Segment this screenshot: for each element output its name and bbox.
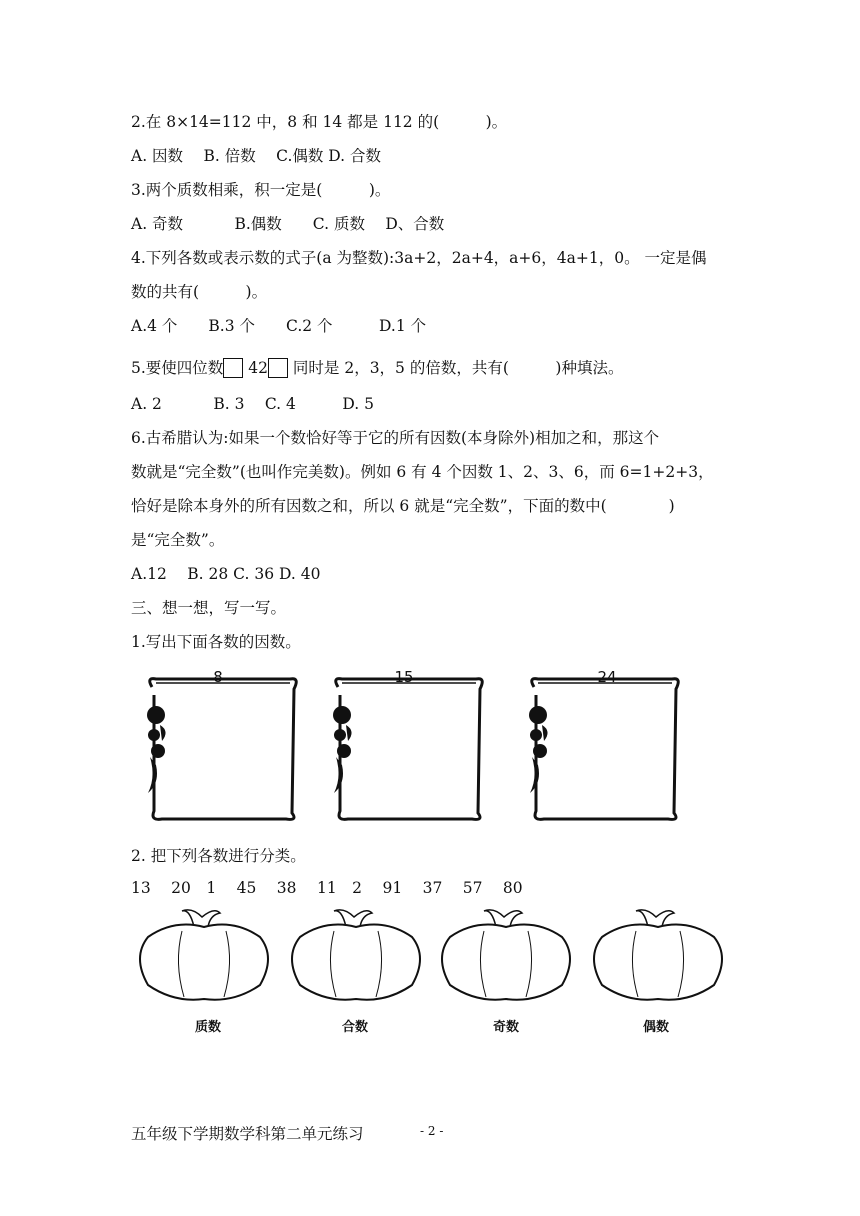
q5-options: A. 2 B. 3 C. 4 D. 5	[131, 395, 374, 413]
digit-box-right	[268, 358, 288, 378]
pumpkin-icon	[286, 905, 426, 1005]
section3-title: 三、想一想，写一写。	[131, 599, 287, 617]
q6-line1: 6.古希腊认为:如果一个数恰好等于它的所有因数(本身除外)相加之和，那这个	[131, 429, 660, 447]
frame-label-3: 24	[597, 668, 617, 686]
q6-options: A.12 B. 28 C. 36 D. 40	[131, 565, 321, 583]
q6-line4: 是“完全数”。	[131, 531, 225, 549]
q3-options: A. 奇数 B.偶数 C. 质数 D、合数	[131, 215, 445, 233]
q6-line3: 恰好是除本身外的所有因数之和，所以 6 就是“完全数”，下面的数中( )	[131, 497, 675, 515]
q4-options: A.4 个 B.3 个 C.2 个 D.1 个	[131, 317, 427, 335]
frame-label-1: 8	[213, 668, 223, 686]
pumpkin-label-odd: 奇数	[492, 1020, 519, 1035]
q5-middle: 42	[248, 359, 268, 377]
rose-frame-icon	[140, 665, 300, 825]
section3-q2-title: 2. 把下列各数进行分类。	[131, 847, 306, 865]
q5-stem	[131, 358, 623, 378]
q6-line2: 数就是“完全数”(也叫作完美数)。例如 6 有 4 个因数 1、2、3、6，而 6=1+2+3，	[131, 463, 714, 481]
pumpkin-icon	[134, 905, 274, 1005]
numbers-list: 13 20 1 45 38 11 2 91 37 57 80	[131, 879, 523, 897]
q4-stem-line1: 4.下列各数或表示数的式子(a 为整数):3a+2，2a+4，a+6，4a+1，0。 一定是偶	[131, 249, 707, 267]
pumpkin-label-even: 偶数	[642, 1020, 669, 1035]
rose-frame-icon	[522, 665, 682, 825]
digit-box-left	[223, 358, 243, 378]
frame-label-2: 15	[394, 668, 414, 686]
q4-stem-line2: 数的共有( )。	[131, 283, 268, 301]
q5-prefix: 5.要使四位数	[131, 359, 224, 377]
footer-title: 五年级下学期数学科第二单元练习	[131, 1125, 364, 1143]
q5-suffix: 同时是 2，3，5 的倍数，共有( )种填法。	[292, 359, 624, 377]
pumpkin-icon	[588, 905, 728, 1005]
section3-q1-title: 1.写出下面各数的因数。	[131, 633, 301, 651]
q2-options: A. 因数 B. 倍数 C.偶数 D. 合数	[131, 147, 382, 165]
q2-stem: 2.在 8×14=112 中，8 和 14 都是 112 的( )。	[131, 113, 508, 131]
rose-frame-icon	[326, 665, 486, 825]
page-number: - 2 -	[420, 1124, 444, 1138]
q3-stem: 3.两个质数相乘，积一定是( )。	[131, 181, 391, 199]
pumpkin-icon	[436, 905, 576, 1005]
pumpkin-label-prime: 质数	[194, 1020, 221, 1035]
pumpkin-label-composite: 合数	[341, 1020, 368, 1035]
